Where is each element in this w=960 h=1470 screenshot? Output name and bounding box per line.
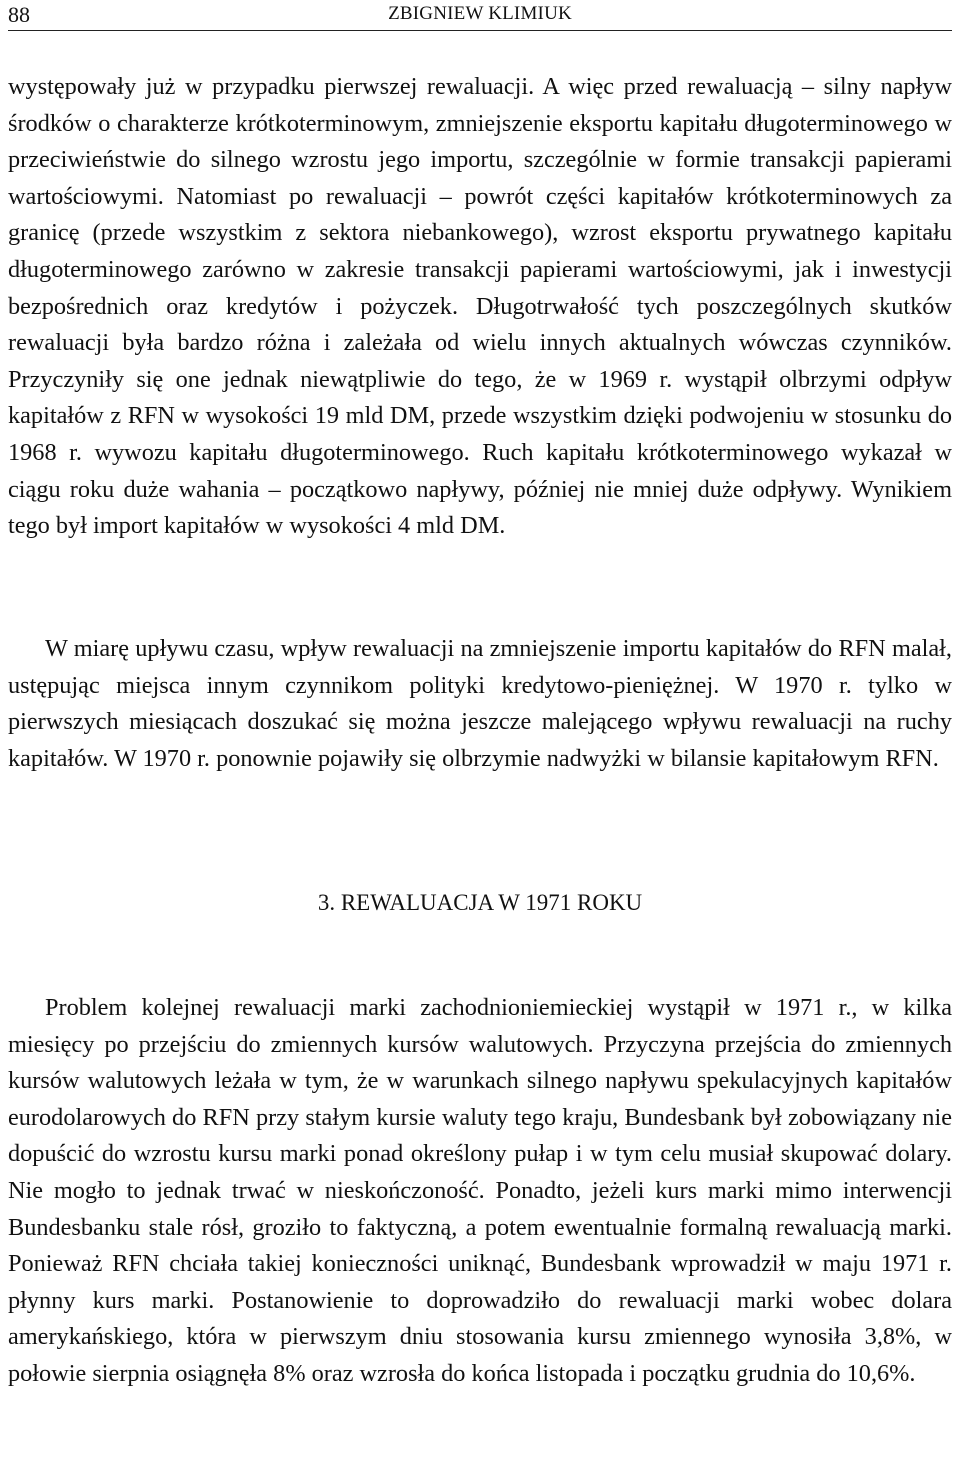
- running-title: ZBIGNIEW KLIMIUK: [388, 3, 572, 24]
- paragraph: [8, 69, 952, 545]
- paragraph-text: W miarę upływu czasu, wpływ rewaluacji na zmniejszenie importu kapitałów do RFN malał, ustępując miejsca innym czynnikom polityki kredytowo-pieniężnej. W 1970 r. tylko w pierwszych miesiącach doszukać się można jeszcze malejącego wpływu rewaluacji na ruchy kapitałów. W 1970 r. ponownie pojawiły się olbrzymie nadwyżki w bilansie kapitałowym RFN.: [8, 635, 952, 772]
- page-number: 88: [8, 2, 30, 27]
- section-heading: 3. REWALUACJA W 1971 ROKU: [317, 890, 643, 915]
- paragraph-text: występowały już w przypadku pierwszej rewaluacji. A więc przed rewaluacją – silny napływ środków o charakterze krótkoterminowym, zmniejszenie eksportu kapitału długoterminowego w przeciwieństwie do silnego wzrostu jego importu, szczególnie w formie transakcji papierami wartościowymi. Natomiast po rewaluacji – powrót części kapitałów krótkoterminowych za granicę (przede wszystkim z sektora niebankowego), wzrost eksportu prywatnego kapitału długoterminowego zarówno w zakresie transakcji papierami wartościowymi, jak i inwestycji bezpośrednich oraz kredytów i pożyczek. Długotrwałość tych poszczególnych skutków rewaluacji była bardzo różna i zależała od wielu innych aktualnych wówczas czynników. Przyczyniły się one jednak niewątpliwie do tego, że w 1969 r. wystąpił olbrzymi odpływ kapitałów z RFN w wysokości 19 mld DM, przede wszystkim dzięki podwojeniu w stosunku do 1968 r. wywozu kapitału długoterminowego. Ruch kapitału krótkoterminowego wykazał w ciągu roku duże wahania – początkowo napływy, później nie mniej duże odpływy. Wynikiem tego był import kapitałów w wysokości 4 mld DM.: [8, 73, 952, 540]
- running-header: [8, 0, 952, 31]
- paragraph-text: Problem kolejnej rewaluacji marki zachodnioniemieckiej wystąpił w 1971 r., w kilka miesięcy po przejściu do zmiennych kursów walutowych. Przyczyna przejścia do zmiennych kursów walutowych leżała w tym, że w warunkach silnego napływu spekulacyjnych kapitałów eurodolarowych do RFN przy stałym kursie waluty tego kraju, Bundesbank był zobowiązany nie dopuścić do wzrostu kursu marki ponad określony pułap i w tym celu musiał skupować dolary. Nie mogło to jednak trwać w nieskończoność. Ponadto, jeżeli kurs marki mimo interwencji Bundesbanku stale rósł, groziło to faktyczną, a potem ewentualnie formalną rewaluacją marki. Ponieważ RFN chciała takiej konieczności uniknąć, Bundesbank wprowadził w maju 1971 r. płynny kurs marki. Postanowienie to doprowadziło do rewaluacji marki wobec dolara amerykańskiego, która w pierwszym dniu stosowania kursu zmiennego wynosiła 3,8%, w połowie sierpnia osiągnęła 8% oraz wzrosła do końca listopada i początku grudnia do 10,6%.: [8, 994, 952, 1387]
- paragraph: [8, 990, 952, 1393]
- paragraph: [8, 631, 952, 777]
